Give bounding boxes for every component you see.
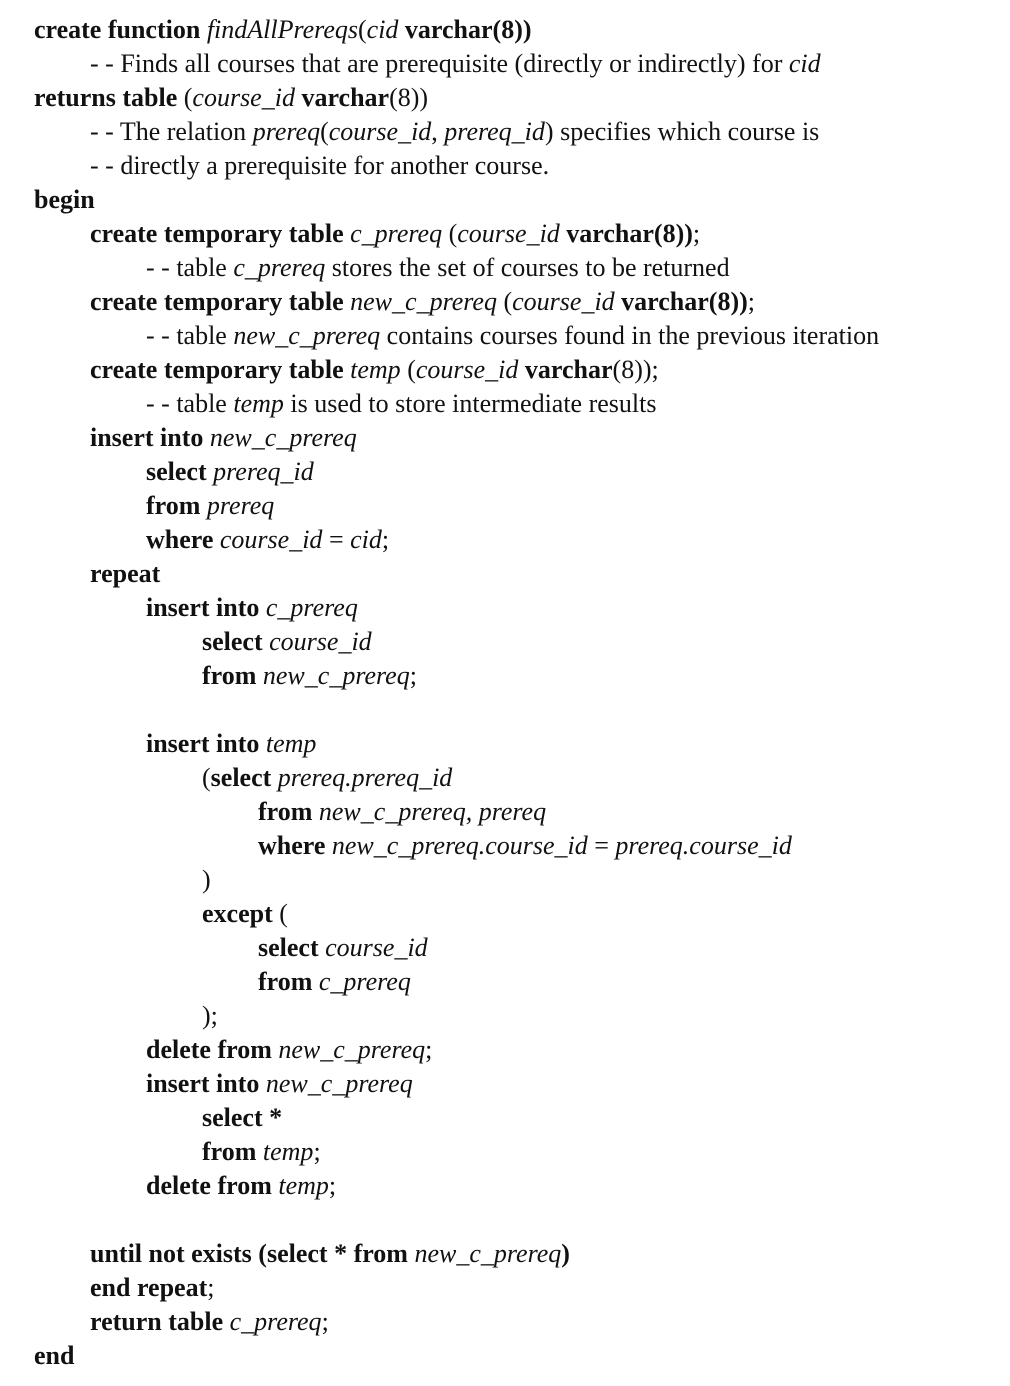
sql-keyword: from: [146, 491, 207, 520]
code-line: [34, 1339, 74, 1373]
sql-identifier: prereq: [252, 117, 321, 146]
sql-identifier: prereq: [206, 491, 275, 520]
code-line: [146, 523, 389, 557]
sql-identifier: new_c_prereq: [262, 661, 410, 690]
sql-keyword: ): [561, 1239, 570, 1268]
sql-keyword: insert into: [146, 729, 266, 758]
code-text: ;: [313, 1137, 321, 1166]
code-line: [146, 727, 316, 761]
code-line: [258, 829, 792, 863]
code-text: - - table: [146, 321, 234, 350]
sql-keyword: varchar: [518, 355, 613, 384]
code-text: (: [357, 15, 367, 44]
sql-identifier: cid: [366, 15, 399, 44]
code-line: [258, 795, 546, 829]
sql-identifier: temp: [265, 729, 317, 758]
code-text: (8)): [389, 83, 429, 112]
sql-keyword: from: [202, 1137, 263, 1166]
sql-keyword: select: [202, 627, 270, 656]
sql-keyword: varchar(8)): [614, 287, 748, 316]
sql-keyword: select: [210, 763, 278, 792]
code-line: [202, 897, 288, 931]
code-text: - - The relation: [90, 117, 253, 146]
code-text: ;: [207, 1273, 215, 1302]
sql-keyword: returns table: [34, 83, 184, 112]
code-text: (: [279, 899, 288, 928]
code-line: [146, 1033, 432, 1067]
code-text: (: [496, 287, 513, 316]
sql-keyword: select *: [202, 1103, 283, 1132]
sql-keyword: create function: [34, 15, 207, 44]
sql-keyword: select: [146, 457, 214, 486]
code-line: [202, 1101, 282, 1135]
sql-identifier: temp: [350, 355, 401, 384]
sql-identifier: course_id: [457, 219, 560, 248]
code-text: ;: [328, 1171, 337, 1200]
sql-identifier: prereq_id: [444, 117, 545, 146]
code-text: (8));: [612, 355, 659, 384]
code-text: (: [183, 83, 193, 112]
sql-keyword: delete from: [146, 1171, 279, 1200]
code-line: [258, 931, 428, 965]
sql-keyword: where: [258, 831, 332, 860]
sql-identifier: new_c_prereq: [233, 321, 381, 350]
code-line: [90, 47, 821, 81]
sql-identifier: temp: [233, 389, 284, 418]
sql-keyword: end: [34, 1341, 75, 1370]
code-text: (: [320, 117, 329, 146]
sql-identifier: course_id: [512, 287, 615, 316]
code-line: [90, 285, 755, 319]
sql-identifier: c_prereq: [265, 593, 358, 622]
sql-identifier: prereq_id: [213, 457, 314, 486]
code-text: (: [202, 763, 211, 792]
sql-identifier: course_id: [325, 933, 428, 962]
code-line: [34, 13, 532, 47]
code-text: is used to store intermediate results: [283, 389, 657, 418]
sql-keyword: until not exists (select * from: [90, 1239, 415, 1268]
sql-identifier: new_c_prereq.course_id: [331, 831, 588, 860]
sql-keyword: create temporary table: [90, 355, 351, 384]
sql-keyword: repeat: [90, 559, 161, 588]
code-text: ;: [321, 1307, 329, 1336]
code-text: =: [587, 831, 616, 860]
code-text: ;: [409, 661, 417, 690]
code-text: stores the set of courses to be returned: [325, 253, 730, 282]
sql-identifier: c_prereq: [233, 253, 326, 282]
code-line: [258, 965, 411, 999]
code-line: [146, 319, 879, 353]
code-line: [90, 1271, 214, 1305]
sql-keyword: varchar: [294, 83, 390, 112]
code-text: - - table: [146, 389, 234, 418]
code-text: ): [202, 865, 211, 894]
code-text: ;: [425, 1035, 433, 1064]
code-line: [90, 557, 160, 591]
code-text: ,: [431, 117, 445, 146]
sql-identifier: new_c_prereq: [278, 1035, 426, 1064]
code-line: [202, 761, 452, 795]
sql-keyword: where: [146, 525, 220, 554]
sql-identifier: findAllPrereqs: [206, 15, 358, 44]
sql-keyword: from: [258, 797, 319, 826]
sql-keyword: return table: [90, 1307, 230, 1336]
sql-keyword: create temporary table: [90, 219, 351, 248]
code-line: [202, 625, 372, 659]
sql-keyword: insert into: [90, 423, 210, 452]
code-line: [146, 387, 656, 421]
sql-keyword: end repeat: [90, 1273, 208, 1302]
code-text: ;: [381, 525, 390, 554]
sql-identifier: course_id: [219, 525, 323, 554]
code-line: [90, 217, 700, 251]
sql-identifier: new_c_prereq: [265, 1069, 413, 1098]
code-text: - - Finds all courses that are prerequisite (directly or indirectly) for: [90, 49, 789, 78]
code-line: [146, 591, 358, 625]
sql-identifier: course_id: [192, 83, 295, 112]
code-line: [90, 1237, 570, 1271]
sql-keyword: begin: [34, 185, 95, 214]
code-text: contains courses found in the previous iteration: [380, 321, 880, 350]
code-line: [202, 999, 218, 1033]
code-line: [146, 455, 314, 489]
code-line: [202, 1135, 321, 1169]
code-text: );: [202, 1001, 218, 1030]
code-text: (: [442, 219, 458, 248]
code-line: [90, 353, 659, 387]
sql-keyword: from: [202, 661, 263, 690]
sql-identifier: prereq.prereq_id: [277, 763, 453, 792]
code-text: ;: [747, 287, 755, 316]
sql-identifier: c_prereq: [229, 1307, 322, 1336]
code-line: [34, 81, 428, 115]
sql-keyword: select: [258, 933, 326, 962]
code-text: =: [322, 525, 351, 554]
sql-identifier: new_c_prereq: [209, 423, 357, 452]
code-text: - - table: [146, 253, 234, 282]
code-line: [146, 1067, 413, 1101]
sql-keyword: insert into: [146, 1069, 266, 1098]
sql-identifier: temp: [278, 1171, 329, 1200]
code-line: [202, 659, 417, 693]
sql-identifier: course_id: [415, 355, 519, 384]
sql-identifier: c_prereq: [318, 967, 411, 996]
code-line: [146, 489, 274, 523]
sql-identifier: temp: [262, 1137, 314, 1166]
sql-keyword: delete from: [146, 1035, 279, 1064]
code-text: ;: [692, 219, 701, 248]
code-line: [90, 115, 819, 149]
code-line: [34, 183, 95, 217]
sql-identifier: new_c_prereq, prereq: [318, 797, 547, 826]
code-line: [146, 251, 730, 285]
sql-keyword: insert into: [146, 593, 266, 622]
sql-identifier: cid: [350, 525, 382, 554]
sql-identifier: c_prereq: [350, 219, 443, 248]
sql-keyword: create temporary table: [90, 287, 351, 316]
sql-identifier: prereq.course_id: [615, 831, 792, 860]
sql-keyword: from: [258, 967, 319, 996]
sql-identifier: new_c_prereq: [414, 1239, 562, 1268]
sql-identifier: course_id: [269, 627, 372, 656]
sql-identifier: cid: [788, 49, 821, 78]
sql-identifier: course_id: [328, 117, 432, 146]
code-line: [90, 1305, 329, 1339]
sql-keyword: varchar(8)): [559, 219, 693, 248]
sql-identifier: new_c_prereq: [350, 287, 497, 316]
code-line: [90, 421, 357, 455]
code-text: - - directly a prerequisite for another course.: [90, 151, 550, 180]
code-text: (: [400, 355, 416, 384]
code-line: [146, 1169, 336, 1203]
code-line: [90, 149, 549, 183]
sql-keyword: varchar(8)): [398, 15, 532, 44]
code-text: ) specifies which course is: [544, 117, 820, 146]
sql-keyword: except: [202, 899, 280, 928]
code-line: [202, 863, 211, 897]
